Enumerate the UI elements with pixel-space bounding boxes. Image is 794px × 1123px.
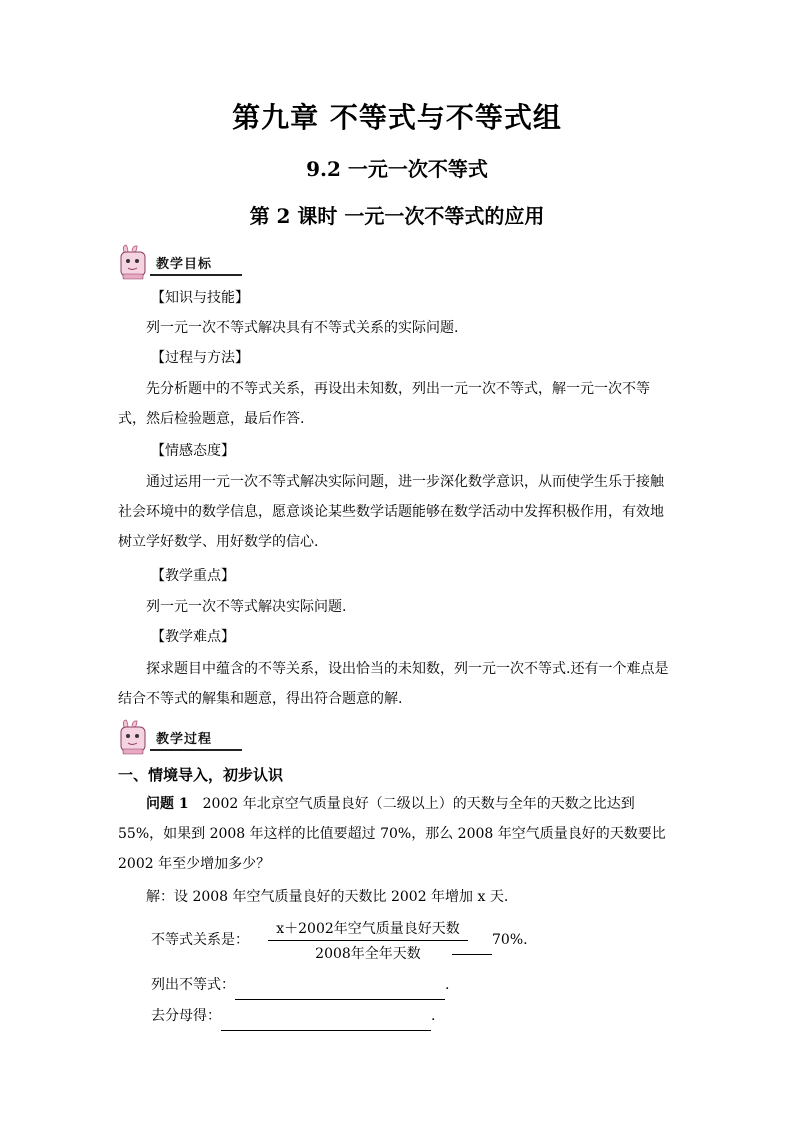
lesson-title: 第 2 课时 一元一次不等式的应用 [249, 204, 545, 228]
difficulty-text: 探求题目中蕴含的不等关系，设出恰当的未知数，列一元一次不等式.还有一个难点是结合不等式的解集和题意，得出符合题意的解. [118, 661, 669, 707]
list-label: 列出不等式： [151, 977, 235, 993]
denom-label: 去分母得： [151, 1008, 221, 1024]
mascot-icon [118, 719, 152, 755]
attitude-text: 通过运用一元一次不等式解决实际问题，进一步深化数学意识，从而使学生乐于接触社会环境中的数学信息，愿意谈论某些数学话题能够在数学活动中发挥积极作用，有效地树立学好数学、用好数学的信心. [118, 474, 664, 550]
goals-banner [118, 244, 242, 280]
question-1-label: 问题 1 [146, 796, 189, 812]
relation-tail: 70%. [492, 932, 528, 948]
fraction [268, 918, 468, 963]
difficulty-label: 【教学难点】 [151, 629, 235, 645]
attitude-label: 【情感态度】 [151, 443, 235, 459]
knowledge-text: 列一元一次不等式解决具有不等式关系的实际问题. [146, 320, 459, 336]
process-banner-label: 教学过程 [156, 732, 213, 747]
mascot-icon [118, 244, 152, 280]
section-title: 9.2 一元一次不等式 [306, 157, 488, 181]
list-inequality-line: 列出不等式： . [151, 970, 571, 1000]
list-blank [235, 981, 445, 1000]
question-1 [118, 789, 676, 879]
knowledge-label: 【知识与技能】 [151, 290, 249, 306]
solution-text: 解：设 2008 年空气质量良好的天数比 2002 年增加 x 天. [146, 889, 509, 905]
fraction-numerator: x＋2002年空气质量良好天数 [268, 918, 468, 941]
method-text: 先分析题中的不等式关系，再设出未知数，列出一元一次不等式，解一元一次不等式，然后检验题意，最后作答. [118, 381, 650, 427]
banner-underline [150, 274, 242, 276]
goals-banner-label: 教学目标 [156, 257, 213, 272]
chapter-title: 第九章 不等式与不等式组 [232, 101, 562, 134]
fraction-denominator: 2008年全年天数 [315, 946, 421, 962]
key-text: 列一元一次不等式解决实际问题. [146, 599, 347, 615]
method-label: 【过程与方法】 [151, 350, 249, 366]
relation-label: 不等式关系是： [151, 932, 249, 948]
section-heading: 一、情境导入，初步认识 [118, 766, 284, 784]
question-1-text: 2002 年北京空气质量良好（二级以上）的天数与全年的天数之比达到 55%，如果到 2008 年这样的比值要超过 70%，那么 2008 年空气质量良好的天数要比 2002 年至少增加多少？ [118, 796, 666, 872]
process-banner [118, 719, 242, 755]
banner-underline [150, 749, 242, 751]
denominator-line: 去分母得： . [151, 1001, 571, 1031]
key-label: 【教学重点】 [151, 568, 235, 584]
denom-blank [221, 1012, 431, 1031]
